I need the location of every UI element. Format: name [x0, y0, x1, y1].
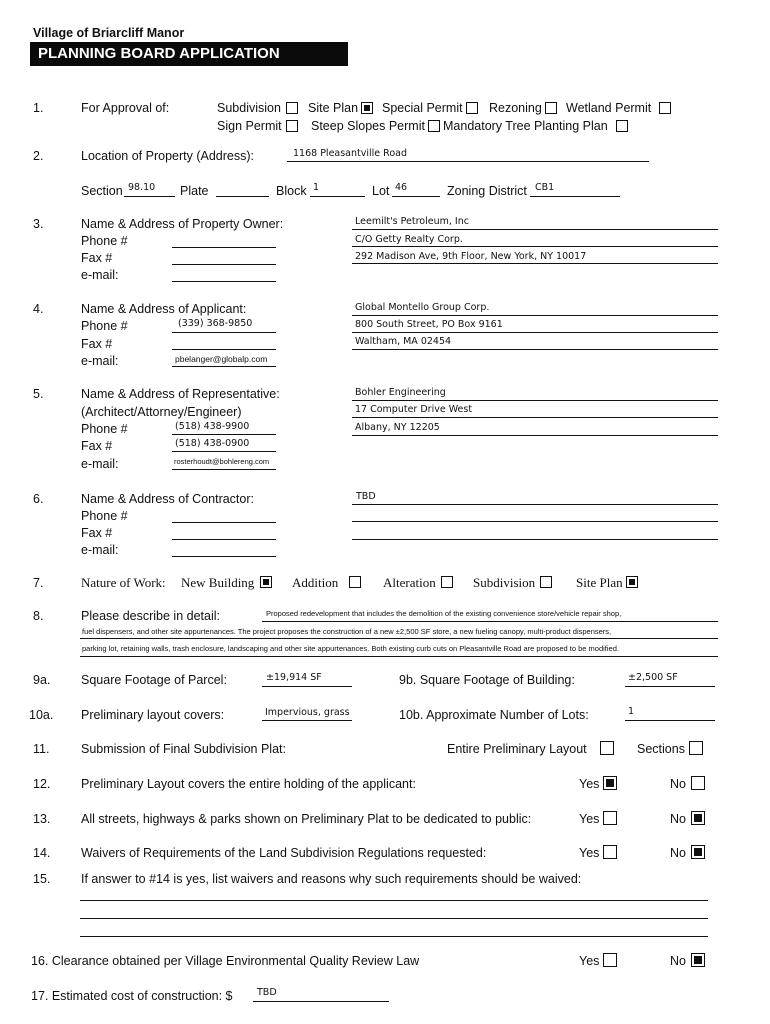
q5-label: Name & Address of Representative: [81, 387, 280, 401]
q5-email-label: e-mail: [81, 457, 119, 471]
q10b-line [625, 720, 715, 721]
q3-underline-1 [352, 229, 718, 230]
q3-underline-2 [352, 246, 718, 247]
zoning-value[interactable]: CB1 [535, 182, 555, 193]
q5-underline-1 [352, 400, 718, 401]
q4-email-label: e-mail: [81, 354, 119, 368]
q8-underline-3 [80, 656, 718, 657]
q2-label: Location of Property (Address): [81, 149, 254, 163]
work-subdivision-label: Subdivision [473, 575, 536, 590]
q12-yes-label: Yes [579, 777, 600, 791]
q7-label: Nature of Work: [81, 575, 166, 590]
q4-phone-line [172, 332, 276, 333]
q6-underline-1 [352, 504, 718, 505]
q12-number: 12. [33, 777, 51, 791]
q3-phone-line[interactable] [172, 247, 276, 248]
section-value[interactable]: 98.10 [128, 182, 156, 193]
q5-phone-label: Phone # [81, 422, 128, 436]
q4-line-1[interactable]: Global Montello Group Corp. [355, 302, 490, 313]
q4-phone-value[interactable]: (339) 368-9850 [178, 318, 253, 329]
opt-sign-permit-label: Sign Permit [217, 119, 282, 133]
q6-number: 6. [33, 492, 44, 506]
q5-fax-value[interactable]: (518) 438-0900 [175, 438, 250, 449]
q4-label: Name & Address of Applicant: [81, 302, 247, 316]
village-name: Village of Briarcliff Manor [33, 26, 185, 40]
q17-line [253, 1001, 389, 1002]
q12-yes-checkbox[interactable] [603, 776, 617, 790]
q14-label: Waivers of Requirements of the Land Subdivision Regulations requested: [81, 846, 487, 860]
opt-special-permit-label: Special Permit [382, 101, 463, 115]
q5-phone-line [172, 434, 276, 435]
q1-label: For Approval of: [81, 101, 170, 115]
q3-number: 3. [33, 217, 44, 231]
q4-line-3[interactable]: Waltham, MA 02454 [355, 336, 452, 347]
q13-yes-label: Yes [579, 812, 600, 826]
opt-subdivision-label: Subdivision [217, 101, 281, 115]
plate-label: Plate [180, 184, 209, 198]
q6-fax-line[interactable] [172, 539, 276, 540]
q6-line-1[interactable]: TBD [356, 491, 376, 502]
q14-no-checkbox[interactable] [691, 845, 705, 859]
q9a-line [262, 686, 352, 687]
block-value[interactable]: 1 [313, 182, 320, 193]
q10a-number: 10a. [29, 708, 54, 722]
work-new-building-checkbox[interactable] [260, 576, 272, 588]
lot-label: Lot [372, 184, 390, 198]
q6-underline-3[interactable] [352, 539, 718, 540]
q4-underline-1 [352, 315, 718, 316]
q5-line-3[interactable]: Albany, NY 12205 [355, 422, 440, 433]
q8-underline-2 [80, 638, 718, 639]
q8-number: 8. [33, 609, 44, 623]
work-site-plan-checkbox[interactable] [626, 576, 638, 588]
q8-label: Please describe in detail: [81, 609, 220, 623]
work-new-building-label: New Building [181, 575, 255, 590]
lot-line [392, 196, 440, 197]
q3-line-2[interactable]: C/O Getty Realty Corp. [355, 234, 463, 245]
q9a-value[interactable]: ±19,914 SF [266, 672, 322, 683]
q13-no-checkbox[interactable] [691, 811, 705, 825]
q16-yes-label: Yes [579, 954, 600, 968]
q5-sublabel: (Architect/Attorney/Engineer) [81, 405, 242, 419]
work-site-plan-label: Site Plan [576, 575, 623, 590]
q9a-number: 9a. [33, 673, 51, 687]
block-label: Block [276, 184, 307, 198]
q17-value[interactable]: TBD [257, 987, 277, 998]
q6-phone-label: Phone # [81, 509, 128, 523]
q16-yes-checkbox[interactable] [603, 953, 617, 967]
work-alteration-label: Alteration [383, 575, 436, 590]
section-label: Section [81, 184, 123, 198]
q12-label: Preliminary Layout covers the entire holding of the applicant: [81, 777, 416, 791]
opt-wetland-permit-label: Wetland Permit [566, 101, 652, 115]
q4-fax-line[interactable] [172, 349, 276, 350]
q5-phone-value[interactable]: (518) 438-9900 [175, 421, 250, 432]
opt-rezoning-checkbox[interactable] [545, 102, 557, 114]
q9a-label: Square Footage of Parcel: [81, 673, 227, 687]
opt-site-plan-label: Site Plan [308, 101, 359, 115]
q4-email-line [172, 366, 276, 367]
opt-site-plan-checkbox[interactable] [361, 102, 373, 114]
q3-fax-label: Fax # [81, 251, 113, 265]
q6-label: Name & Address of Contractor: [81, 492, 254, 506]
q7-number: 7. [33, 576, 44, 590]
zoning-line [530, 196, 620, 197]
q10a-value[interactable]: Impervious, grass [265, 707, 350, 718]
q4-line-2[interactable]: 800 South Street, PO Box 9161 [355, 319, 503, 330]
q5-line-1[interactable]: Bohler Engineering [355, 387, 446, 398]
zoning-label: Zoning District [447, 184, 527, 198]
q9b-line [625, 686, 715, 687]
block-line [310, 196, 365, 197]
q5-email-line [172, 469, 276, 470]
q9b-label: 9b. Square Footage of Building: [399, 673, 575, 687]
address-value[interactable]: 1168 Pleasantville Road [293, 148, 407, 159]
section-line [124, 196, 175, 197]
opt-subdivision-checkbox[interactable] [286, 102, 298, 114]
q15-label: If answer to #14 is yes, list waivers and reasons why such requirements should be waived: [81, 872, 582, 886]
q4-underline-3 [352, 349, 718, 350]
q15-line-3[interactable] [80, 936, 708, 937]
q4-phone-label: Phone # [81, 319, 128, 333]
q14-yes-label: Yes [579, 846, 600, 860]
opt-rezoning-label: Rezoning [489, 101, 542, 115]
q14-no-label: No [670, 846, 686, 860]
q5-fax-label: Fax # [81, 439, 113, 453]
q17-label: 17. Estimated cost of construction: $ [31, 989, 233, 1003]
q11-opt1-checkbox[interactable] [600, 741, 614, 755]
q3-email-line[interactable] [172, 281, 276, 282]
opt-wetland-permit-checkbox[interactable] [659, 102, 671, 114]
q11-opt2-checkbox[interactable] [689, 741, 703, 755]
form-title-banner [30, 42, 348, 66]
q14-yes-checkbox[interactable] [603, 845, 617, 859]
q3-fax-line[interactable] [172, 264, 276, 265]
q10b-label: 10b. Approximate Number of Lots: [399, 708, 589, 722]
q10a-label: Preliminary layout covers: [81, 708, 225, 722]
opt-tree-planting-checkbox[interactable] [616, 120, 628, 132]
q6-phone-line[interactable] [172, 522, 276, 523]
q12-no-checkbox[interactable] [691, 776, 705, 790]
q16-no-checkbox[interactable] [691, 953, 705, 967]
q6-email-label: e-mail: [81, 543, 119, 557]
q16-label: 16. Clearance obtained per Village Environmental Quality Review Law [31, 954, 420, 968]
q4-underline-2 [352, 332, 718, 333]
q11-opt2-label: Sections [637, 742, 685, 756]
q5-number: 5. [33, 387, 44, 401]
q5-line-2[interactable]: 17 Computer Drive West [355, 404, 473, 415]
form-title: PLANNING BOARD APPLICATION [38, 45, 280, 62]
opt-sign-permit-checkbox[interactable] [286, 120, 298, 132]
q15-line-2[interactable] [80, 918, 708, 919]
q4-number: 4. [33, 302, 44, 316]
work-alteration-checkbox[interactable] [441, 576, 453, 588]
q15-number: 15. [33, 872, 51, 886]
q16-no-label: No [670, 954, 686, 968]
q14-number: 14. [33, 846, 51, 860]
q8-underline-1 [262, 621, 718, 622]
q12-no-label: No [670, 777, 686, 791]
q3-underline-3 [352, 263, 718, 264]
q13-label: All streets, highways & parks shown on Preliminary Plat to be dedicated to public: [81, 812, 532, 826]
work-subdivision-checkbox[interactable] [540, 576, 552, 588]
q4-fax-label: Fax # [81, 337, 113, 351]
work-addition-label: Addition [292, 575, 339, 590]
q13-number: 13. [33, 812, 51, 826]
q5-email-value[interactable]: rosterhoudt@bohlereng.com [174, 457, 270, 466]
q6-underline-2[interactable] [352, 521, 718, 522]
q5-underline-3 [352, 435, 718, 436]
q5-fax-line [172, 451, 276, 452]
q3-line-3[interactable]: 292 Madison Ave, 9th Floor, New York, NY 10017 [355, 251, 587, 262]
q8-desc-line-1[interactable]: Proposed redevelopment that includes the demolition of the existing convenience store/vehicle repair shop, [266, 609, 622, 618]
q6-email-line[interactable] [172, 556, 276, 557]
address-line [287, 161, 649, 162]
q11-opt1-label: Entire Preliminary Layout [447, 742, 587, 756]
q11-number: 11. [33, 742, 50, 756]
q9b-value[interactable]: ±2,500 SF [628, 672, 678, 683]
lot-value[interactable]: 46 [395, 182, 408, 193]
q8-desc-line-2[interactable]: fuel dispensers, and other site appurtenances. The project proposes the construction of a new ±2,500 SF store, a new fueling canopy, multi-product dispensers, [82, 627, 612, 636]
q10a-line [262, 720, 352, 721]
opt-tree-planting-label: Mandatory Tree Planting Plan [443, 119, 608, 133]
q15-line-1[interactable] [80, 900, 708, 901]
q10b-value[interactable]: 1 [628, 706, 635, 717]
opt-steep-slopes-checkbox[interactable] [428, 120, 440, 132]
q1-number: 1. [33, 101, 44, 115]
q11-label: Submission of Final Subdivision Plat: [81, 742, 286, 756]
q5-underline-2 [352, 417, 718, 418]
q13-no-label: No [670, 812, 686, 826]
q3-email-label: e-mail: [81, 268, 119, 282]
q6-fax-label: Fax # [81, 526, 113, 540]
work-addition-checkbox[interactable] [349, 576, 361, 588]
q8-desc-line-3[interactable]: parking lot, retaining walls, trash enclosure, landscaping and other site appurtenances. Both existing curb cuts on Pleasantville Road are proposed to be modified. [82, 644, 619, 653]
q3-line-1[interactable]: Leemilt's Petroleum, Inc [355, 216, 469, 227]
q13-yes-checkbox[interactable] [603, 811, 617, 825]
q4-email-value[interactable]: pbelanger@globalp.com [175, 354, 268, 364]
opt-steep-slopes-label: Steep Slopes Permit [311, 119, 425, 133]
opt-special-permit-checkbox[interactable] [466, 102, 478, 114]
q2-number: 2. [33, 149, 44, 163]
q3-label: Name & Address of Property Owner: [81, 217, 284, 231]
q3-phone-label: Phone # [81, 234, 128, 248]
plate-line[interactable] [216, 196, 269, 197]
